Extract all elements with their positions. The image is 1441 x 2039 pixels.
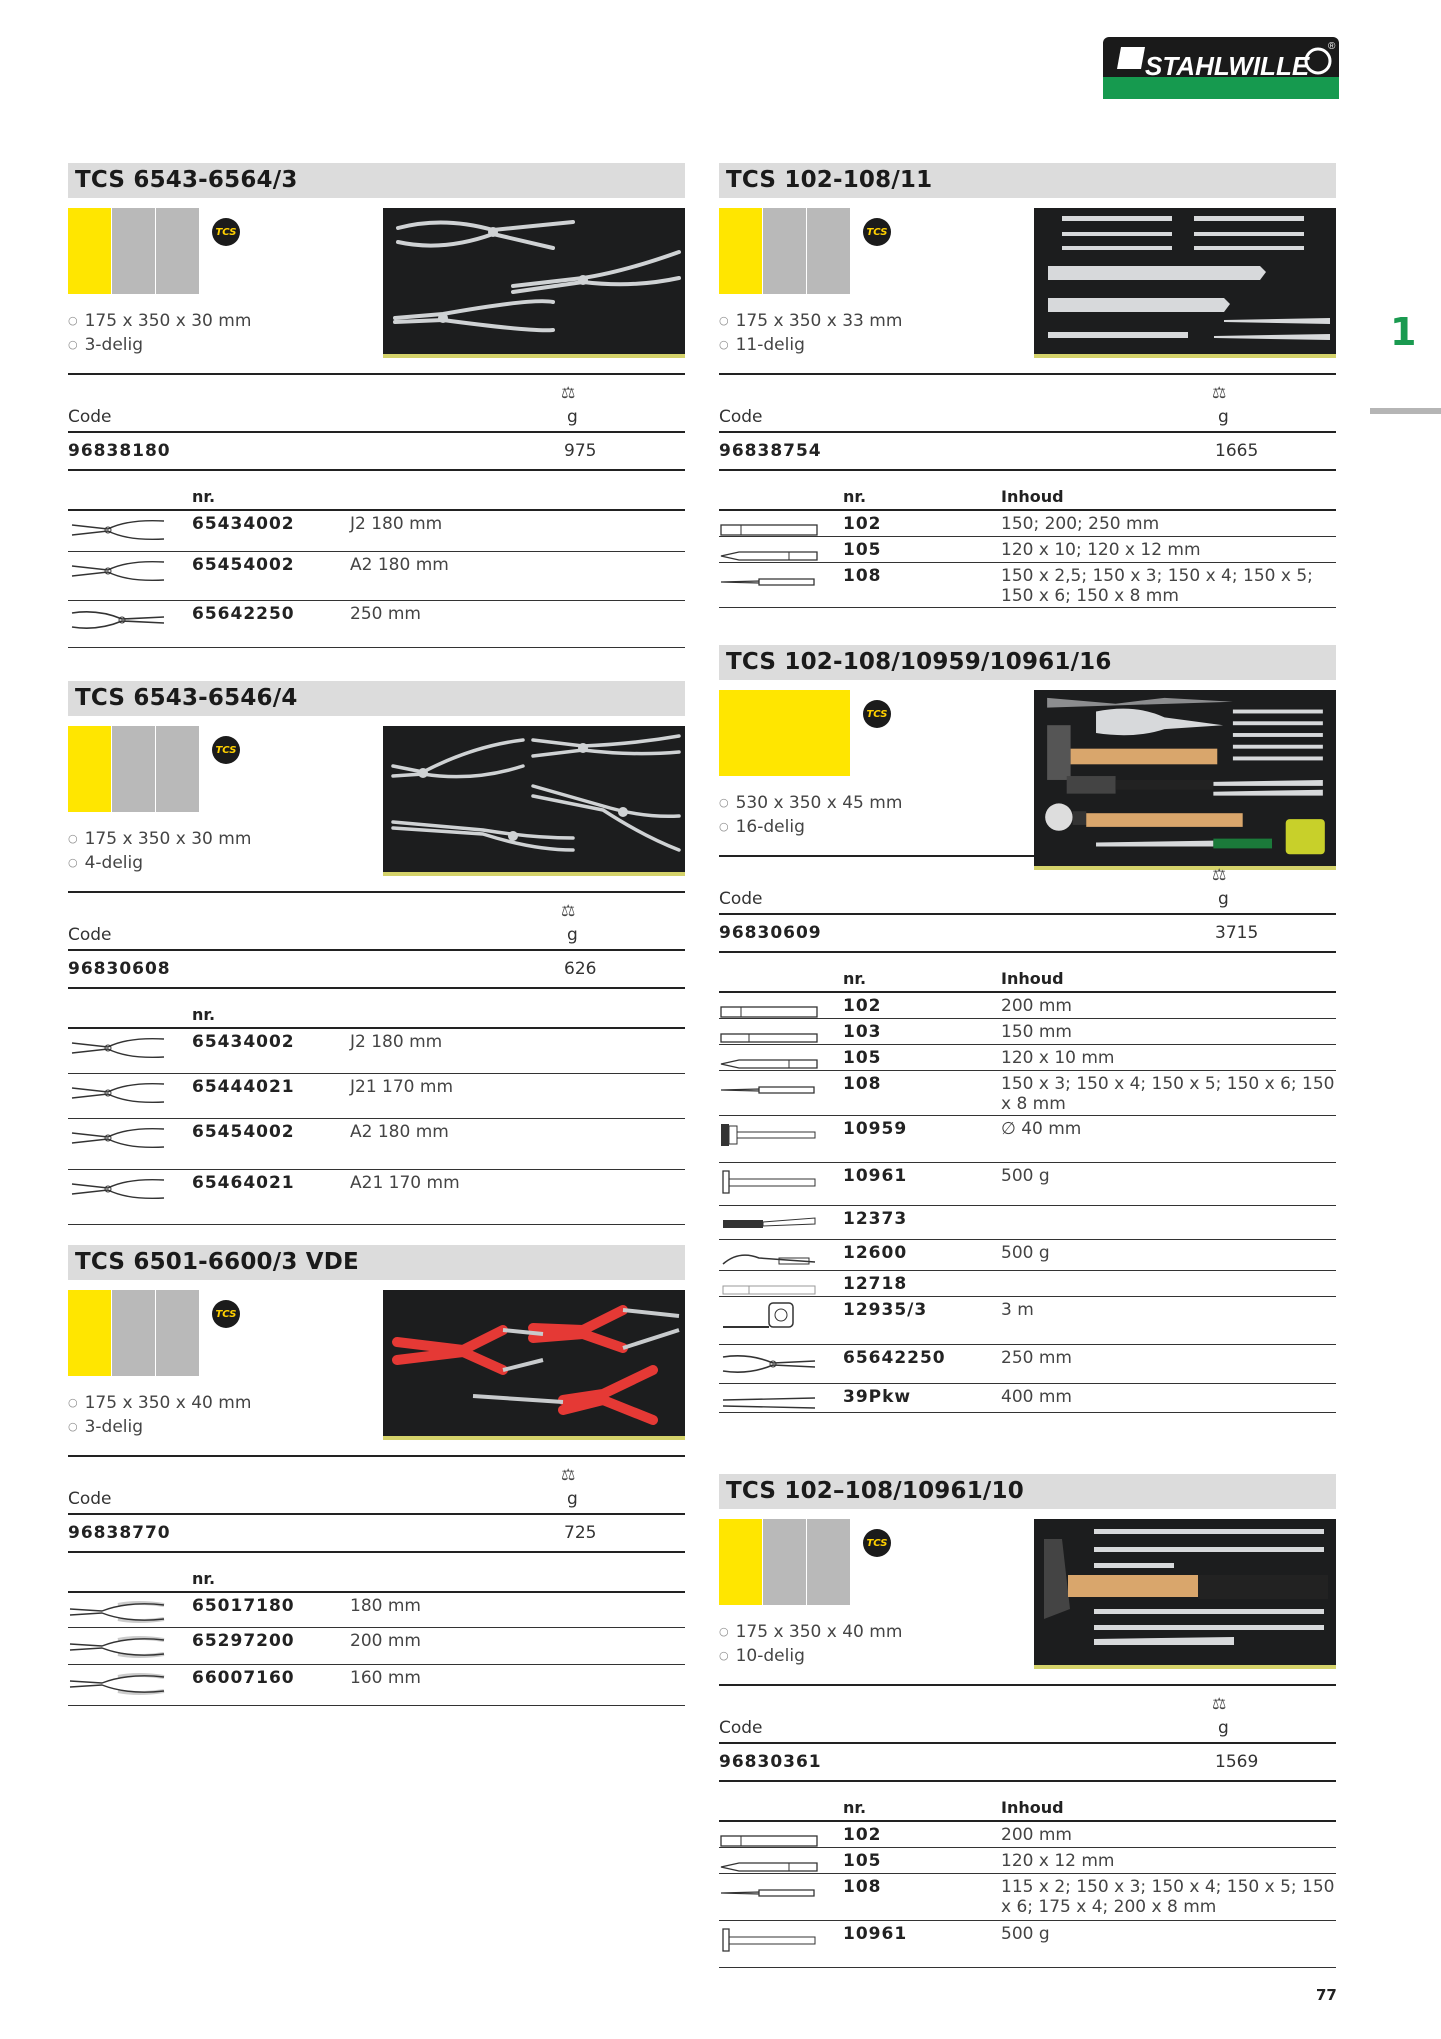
article-code: 96830361 <box>719 1752 822 1772</box>
spec-list <box>68 310 251 358</box>
nr-label: nr. <box>192 487 216 506</box>
scale-icon: ⚖ <box>1212 865 1227 884</box>
section-title: TCS 6543-6564/3 <box>68 163 685 198</box>
spec-list <box>719 310 902 358</box>
item-description: 150 x 3; 150 x 4; 150 x 5; 150 x 6; 150 x 8 mm <box>1001 1074 1335 1114</box>
item-description: 400 mm <box>1001 1387 1072 1407</box>
tool-drawing-icon <box>68 1669 168 1699</box>
code-table <box>68 891 685 989</box>
item-description: ∅ 40 mm <box>1001 1119 1082 1139</box>
section-title: TCS 6543-6546/4 <box>68 681 685 716</box>
product-section <box>68 1245 685 1706</box>
color-swatch-gray <box>156 726 199 812</box>
table-row <box>719 563 1336 608</box>
item-number: 105 <box>843 1048 882 1068</box>
item-number: 102 <box>843 996 882 1016</box>
item-number: 105 <box>843 540 882 560</box>
table-row <box>68 601 685 648</box>
color-swatch-gray <box>156 208 199 294</box>
spec-item: ○ 175 x 350 x 30 mm <box>68 828 251 852</box>
table-row <box>68 1074 685 1119</box>
code-label: Code <box>719 889 763 909</box>
table-row <box>719 511 1336 537</box>
color-swatches <box>68 1290 200 1376</box>
tcs-badge-icon: TCS <box>863 1529 891 1557</box>
tool-drawing-icon <box>68 605 168 635</box>
item-description: 250 mm <box>350 604 421 624</box>
code-row <box>719 915 1336 953</box>
tool-drawing-icon <box>68 1123 168 1153</box>
brand-name: STAHLWILLE <box>1145 51 1310 81</box>
code-label: Code <box>68 407 112 427</box>
article-code: 96830608 <box>68 959 171 979</box>
color-swatches <box>719 690 851 776</box>
gram-label: g <box>567 925 578 945</box>
section-header <box>719 1509 1336 1684</box>
code-header <box>68 1457 685 1515</box>
product-section <box>719 163 1336 608</box>
item-number: 65454002 <box>192 555 295 575</box>
item-description: 160 mm <box>350 1668 421 1688</box>
spec-item: ○ 3-delig <box>68 1416 251 1440</box>
product-section <box>719 645 1336 1413</box>
color-swatch-gray <box>112 1290 155 1376</box>
spec-item: ○ 175 x 350 x 30 mm <box>68 310 251 334</box>
item-number: 65444021 <box>192 1077 295 1097</box>
product-section <box>68 681 685 1225</box>
product-photo <box>383 726 685 876</box>
table-row <box>68 1119 685 1170</box>
item-number: 65017180 <box>192 1596 295 1616</box>
table-row <box>719 1271 1336 1297</box>
spec-list <box>68 828 251 876</box>
contents-header <box>68 1567 685 1593</box>
product-photo <box>1034 1519 1336 1669</box>
product-photo <box>383 1290 685 1440</box>
code-table <box>68 1455 685 1553</box>
contents-table <box>719 967 1336 1413</box>
product-photo <box>1034 208 1336 358</box>
scale-icon: ⚖ <box>561 1465 576 1484</box>
tool-drawing-icon <box>719 1349 819 1379</box>
item-description: 150 mm <box>1001 1022 1072 1042</box>
color-swatch-gray <box>112 208 155 294</box>
item-number: 39Pkw <box>843 1387 912 1407</box>
stahlwille-logo <box>1103 37 1339 99</box>
item-description: A2 180 mm <box>350 555 449 575</box>
spec-item: ○ 3-delig <box>68 334 251 358</box>
article-code: 96838754 <box>719 441 822 461</box>
nr-label: nr. <box>843 1798 867 1817</box>
spec-item: ○ 11-delig <box>719 334 902 358</box>
chapter-tab <box>1370 408 1441 414</box>
section-header <box>68 198 685 373</box>
tool-drawing-icon <box>68 515 168 545</box>
nr-label: nr. <box>192 1569 216 1588</box>
section-header <box>719 680 1336 855</box>
item-number: 65464021 <box>192 1173 295 1193</box>
item-description: 120 x 10; 120 x 12 mm <box>1001 540 1201 560</box>
code-header <box>719 1686 1336 1744</box>
color-swatches <box>719 1519 851 1605</box>
tool-drawing-icon <box>68 1597 168 1627</box>
tool-drawing-icon <box>68 556 168 586</box>
spec-item: ○ 175 x 350 x 33 mm <box>719 310 902 334</box>
spec-item: ○ 16-delig <box>719 816 902 840</box>
gram-label: g <box>1218 889 1229 909</box>
table-row <box>719 1240 1336 1271</box>
spec-item: ○ 175 x 350 x 40 mm <box>68 1392 251 1416</box>
weight-value: 975 <box>564 441 597 461</box>
spec-item: ○ 4-delig <box>68 852 251 876</box>
item-number: 108 <box>843 1877 882 1897</box>
code-row <box>68 1515 685 1553</box>
item-number: 12373 <box>843 1209 908 1229</box>
item-description: 115 x 2; 150 x 3; 150 x 4; 150 x 5; 150 x 6; 175 x 4; 200 x 8 mm <box>1001 1877 1335 1917</box>
code-header <box>68 893 685 951</box>
nr-label: nr. <box>192 1005 216 1024</box>
contents-table <box>719 485 1336 608</box>
code-row <box>68 951 685 989</box>
tcs-badge-icon: TCS <box>863 218 891 246</box>
item-description: A2 180 mm <box>350 1122 449 1142</box>
tool-drawing-icon <box>68 1033 168 1063</box>
table-row <box>719 1921 1336 1968</box>
page-number: 77 <box>1316 1986 1337 2004</box>
item-description: A21 170 mm <box>350 1173 460 1193</box>
item-number: 65297200 <box>192 1631 295 1651</box>
contents-table <box>68 1567 685 1706</box>
article-code: 96830609 <box>719 923 822 943</box>
item-description: J2 180 mm <box>350 514 443 534</box>
scale-icon: ⚖ <box>1212 1694 1227 1713</box>
weight-value: 3715 <box>1215 923 1259 943</box>
item-number: 108 <box>843 566 882 586</box>
color-swatch-gray <box>807 1519 850 1605</box>
tool-drawing-icon <box>719 1388 819 1418</box>
tool-drawing-icon <box>719 1075 819 1105</box>
item-description: 200 mm <box>1001 1825 1072 1845</box>
table-row <box>719 1163 1336 1206</box>
color-swatch-yellow <box>719 208 762 294</box>
color-swatches <box>68 726 200 812</box>
inhoud-label: Inhoud <box>1001 969 1064 988</box>
item-description: 150; 200; 250 mm <box>1001 514 1160 534</box>
table-row <box>719 1822 1336 1848</box>
table-row <box>68 511 685 552</box>
section-header <box>719 198 1336 373</box>
nr-label: nr. <box>843 487 867 506</box>
article-code: 96838180 <box>68 441 171 461</box>
item-description: 500 g <box>1001 1243 1050 1263</box>
item-number: 102 <box>843 1825 882 1845</box>
brand-registered: ® <box>1328 41 1336 52</box>
item-description: 3 m <box>1001 1300 1034 1320</box>
gram-label: g <box>567 1489 578 1509</box>
weight-value: 1665 <box>1215 441 1259 461</box>
code-label: Code <box>719 407 763 427</box>
item-number: 65454002 <box>192 1122 295 1142</box>
section-header <box>68 716 685 891</box>
contents-header <box>719 485 1336 511</box>
code-table <box>719 1684 1336 1782</box>
item-description: 150 x 2,5; 150 x 3; 150 x 4; 150 x 5; 150 x 6; 150 x 8 mm <box>1001 566 1313 606</box>
code-table <box>68 373 685 471</box>
product-section <box>68 163 685 648</box>
item-number: 65434002 <box>192 514 295 534</box>
item-number: 12935/3 <box>843 1300 928 1320</box>
item-number: 65434002 <box>192 1032 295 1052</box>
item-description: 180 mm <box>350 1596 421 1616</box>
table-row <box>68 1665 685 1706</box>
tool-drawing-icon <box>719 1925 819 1955</box>
inhoud-label: Inhoud <box>1001 487 1064 506</box>
item-number: 65642250 <box>192 604 295 624</box>
section-title: TCS 102–108/10961/10 <box>719 1474 1336 1509</box>
color-swatch-gray <box>763 208 806 294</box>
code-row <box>719 433 1336 471</box>
product-photo <box>1034 690 1336 870</box>
code-row <box>719 1744 1336 1782</box>
table-row <box>719 1384 1336 1413</box>
chapter-number: 1 <box>1390 310 1417 354</box>
code-header <box>719 857 1336 915</box>
table-row <box>68 1628 685 1665</box>
color-swatch-yellow <box>68 1290 111 1376</box>
tool-drawing-icon <box>68 1078 168 1108</box>
spec-list <box>68 1392 251 1440</box>
contents-header <box>68 485 685 511</box>
tcs-badge-icon: TCS <box>212 736 240 764</box>
table-row <box>719 1019 1336 1045</box>
tool-drawing-icon <box>719 1878 819 1908</box>
table-row <box>719 1345 1336 1384</box>
table-row <box>719 1297 1336 1345</box>
code-header <box>719 375 1336 433</box>
table-row <box>719 1045 1336 1071</box>
scale-icon: ⚖ <box>561 901 576 920</box>
item-number: 12600 <box>843 1243 908 1263</box>
section-title: TCS 102-108/11 <box>719 163 1336 198</box>
color-swatch-gray <box>763 1519 806 1605</box>
scale-icon: ⚖ <box>561 383 576 402</box>
contents-table <box>68 1003 685 1225</box>
color-swatch-gray <box>112 726 155 812</box>
color-swatch-gray <box>156 1290 199 1376</box>
item-number: 65642250 <box>843 1348 946 1368</box>
item-description: 200 mm <box>350 1631 421 1651</box>
table-row <box>68 1029 685 1074</box>
code-label: Code <box>719 1718 763 1738</box>
item-number: 103 <box>843 1022 882 1042</box>
tool-drawing-icon <box>719 1244 819 1274</box>
item-description: 250 mm <box>1001 1348 1072 1368</box>
color-swatch-yellow <box>719 1519 762 1605</box>
table-row <box>719 1874 1336 1921</box>
color-swatch-yellow <box>68 208 111 294</box>
code-header <box>68 375 685 433</box>
scale-icon: ⚖ <box>1212 383 1227 402</box>
table-row <box>719 1071 1336 1116</box>
item-description: 120 x 10 mm <box>1001 1048 1115 1068</box>
item-description: 500 g <box>1001 1924 1050 1944</box>
item-description: 120 x 12 mm <box>1001 1851 1115 1871</box>
spec-item: ○ 175 x 350 x 40 mm <box>719 1621 902 1645</box>
nr-label: nr. <box>843 969 867 988</box>
color-swatches <box>68 208 200 294</box>
table-row <box>719 537 1336 563</box>
article-code: 96838770 <box>68 1523 171 1543</box>
table-row <box>719 993 1336 1019</box>
contents-table <box>719 1796 1336 1968</box>
product-section <box>719 1474 1336 1968</box>
item-number: 10961 <box>843 1924 908 1944</box>
table-row <box>719 1848 1336 1874</box>
contents-table <box>68 485 685 648</box>
gram-label: g <box>1218 407 1229 427</box>
code-row <box>68 433 685 471</box>
table-row <box>68 1593 685 1628</box>
weight-value: 725 <box>564 1523 597 1543</box>
tool-drawing-icon <box>68 1174 168 1204</box>
color-swatch-yellow <box>719 690 850 776</box>
tool-drawing-icon <box>719 1210 819 1240</box>
tool-drawing-icon <box>719 567 819 597</box>
table-row <box>719 1206 1336 1240</box>
contents-header <box>719 1796 1336 1822</box>
item-number: 12718 <box>843 1274 908 1294</box>
color-swatch-gray <box>807 208 850 294</box>
tool-drawing-icon <box>719 1167 819 1197</box>
color-swatches <box>719 208 851 294</box>
table-row <box>68 1170 685 1225</box>
gram-label: g <box>567 407 578 427</box>
item-description: J2 180 mm <box>350 1032 443 1052</box>
tool-drawing-icon <box>719 1120 819 1150</box>
item-number: 66007160 <box>192 1668 295 1688</box>
item-number: 105 <box>843 1851 882 1871</box>
section-title: TCS 6501-6600/3 VDE <box>68 1245 685 1280</box>
item-number: 10959 <box>843 1119 908 1139</box>
item-number: 108 <box>843 1074 882 1094</box>
spec-list <box>719 792 902 840</box>
table-row <box>68 552 685 601</box>
section-title: TCS 102-108/10959/10961/16 <box>719 645 1336 680</box>
tool-drawing-icon <box>68 1632 168 1662</box>
contents-header <box>68 1003 685 1029</box>
code-table <box>719 855 1336 953</box>
weight-value: 1569 <box>1215 1752 1259 1772</box>
tcs-badge-icon: TCS <box>863 700 891 728</box>
code-label: Code <box>68 925 112 945</box>
spec-item: ○ 10-delig <box>719 1645 902 1669</box>
spec-item: ○ 530 x 350 x 45 mm <box>719 792 902 816</box>
inhoud-label: Inhoud <box>1001 1798 1064 1817</box>
product-photo <box>383 208 685 358</box>
color-swatch-yellow <box>68 726 111 812</box>
tcs-badge-icon: TCS <box>212 218 240 246</box>
weight-value: 626 <box>564 959 597 979</box>
item-number: 102 <box>843 514 882 534</box>
code-label: Code <box>68 1489 112 1509</box>
section-header <box>68 1280 685 1455</box>
item-number: 10961 <box>843 1166 908 1186</box>
contents-header <box>719 967 1336 993</box>
item-description: 200 mm <box>1001 996 1072 1016</box>
spec-list <box>719 1621 902 1669</box>
tcs-badge-icon: TCS <box>212 1300 240 1328</box>
item-description: J21 170 mm <box>350 1077 454 1097</box>
tool-drawing-icon <box>719 1301 819 1331</box>
table-row <box>719 1116 1336 1163</box>
gram-label: g <box>1218 1718 1229 1738</box>
item-description: 500 g <box>1001 1166 1050 1186</box>
code-table <box>719 373 1336 471</box>
